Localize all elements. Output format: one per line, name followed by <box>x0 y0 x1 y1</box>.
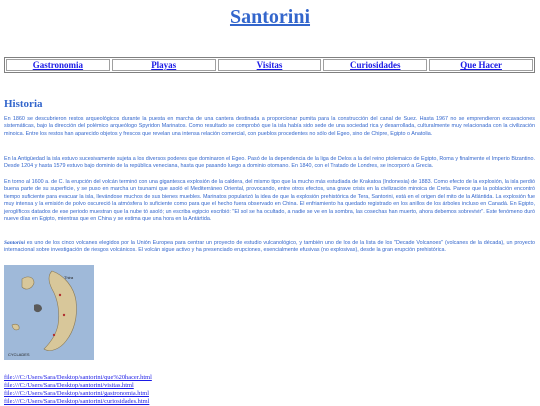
paragraph-4: Santorini es uno de los cinco volcanes elegidos por la Unión Europea para centrar un proyecto de estudio vulcanológico, y también uno de los de la lista de los "Decade Volcanoes" (volcanes de la década), un proyecto internacional sobre investigación de riesgos volcánicos. El volcán sigue activo y ha presenciado erupciones, esencialmente efusivas (no explosivas), desde la gran erupción prehistórica. <box>4 240 535 254</box>
map-label-thira: Thira <box>64 275 74 280</box>
file-link-que-hacer[interactable]: file:///C:/Users/Sara/Desktop/santorini/que%20hacer.html <box>4 374 152 381</box>
map-town-marker <box>59 294 61 296</box>
map-label-cycladic: CYCLADES <box>8 352 30 357</box>
nav-link-playas[interactable]: Playas <box>112 59 216 71</box>
nav-link-gastronomia[interactable]: Gastronomia <box>6 59 110 71</box>
paragraph-1: En 1860 se descubrieron restos arqueológicos durante la puesta en marcha de una cantera destinada a proporcionar pumita para la construcción del canal de Suez. Hasta 1967 no se emprendieron excavaciones sistemáticas, bajo la dirección del polémico arqueólogo Spyridon Marinatos. Como resultado se comprobó que la isla había sido sede de una sociedad rica y desarrollada, culturalmente muy relacionada con la civilización minoica. Entre los restos han aparecido objetos y frescos que revelan una intensa relación comercial, con pueblos procedentes no sólo del Egeo, sino de Chipre, Egipto o Anatolia. <box>4 116 535 137</box>
santorini-map-image <box>4 265 94 360</box>
santorini-map-svg <box>4 265 94 360</box>
page-title[interactable]: Santorini <box>229 6 311 28</box>
emphasis-santorini: Santorini <box>4 240 25 246</box>
file-link-curiosidades[interactable]: file:///C:/Users/Sara/Desktop/santorini/curiosidades.html <box>4 398 150 405</box>
nav-table <box>4 57 535 73</box>
nav-link-curiosidades[interactable]: Curiosidades <box>323 59 427 71</box>
file-link-visitas[interactable]: file:///C:/Users/Sara/Desktop/santorini/visitas.html <box>4 382 134 389</box>
map-town-marker <box>63 314 65 316</box>
map-town-marker <box>53 334 55 336</box>
paragraph-2: En la Antigüedad la isla estuvo sucesivamente sujeta a los diversos poderes que dominaron el Egeo. Pasó de la dependencia de la liga de Delos a la del reino ptolemaico de Egipto, Roma y finalmente el Imperio Bizantino. Desde 1204 y hasta 1579 estuvo bajo dominio de la república veneciana, hasta que pasando luego a dominio otomano. En 1840, con el Tratado de Londres, se incorporó a Grecia. <box>4 156 535 170</box>
nav-link-visitas[interactable]: Visitas <box>218 59 322 71</box>
file-link-list <box>4 374 152 406</box>
file-link-gastronomia[interactable]: file:///C:/Users/Sara/Desktop/santorini/gastronomia.html <box>4 390 150 397</box>
paragraph-3: En torno al 1600 a. de C. la erupción del volcán terminó con una gigantesca explosión de la caldera, del mismo tipo que la mucho más estudiada de Krakatoa (Indonesia) de 1883. Como efecto de la explosión, la isla perdió buena parte de su superficie, y se puso en marcha un tsunami que asoló el Mediterráneo Oriental, provocando, entre otros efectos, una grave crisis en la civilización minoica de Creta. Parece que la población encontró tiempo suficiente para evacuar la isla, llevándose muchos de sus bienes muebles. Marinatos popularizó la idea de que la explosión prehistórica de Tera, Santorini, está en el origen del mito de la Atlántida. La explosión fue muy intensa y la emisión de polvo oscureció la atmósfera lo suficiente como para que el hecho fuera observado en China. El enfriamiento ha quedado registrado en los anillos de los árboles incluso en Canadá. En Egipto, jeroglíficos datados de ese periodo muestran que la nube tó asoló; un escriba egipcio escribió: "El sol se ha ocultado, a nadie se ve en la sombra, las cosechas han muerto, ahora debemos sobrevivir". Este fenómeno duró nueve días en Egipto, mientras que en China y se estima que una hora en la Antártida. <box>4 179 535 223</box>
section-heading: Historia <box>4 98 43 110</box>
nav-link-que-hacer[interactable]: Que Hacer <box>429 59 533 71</box>
